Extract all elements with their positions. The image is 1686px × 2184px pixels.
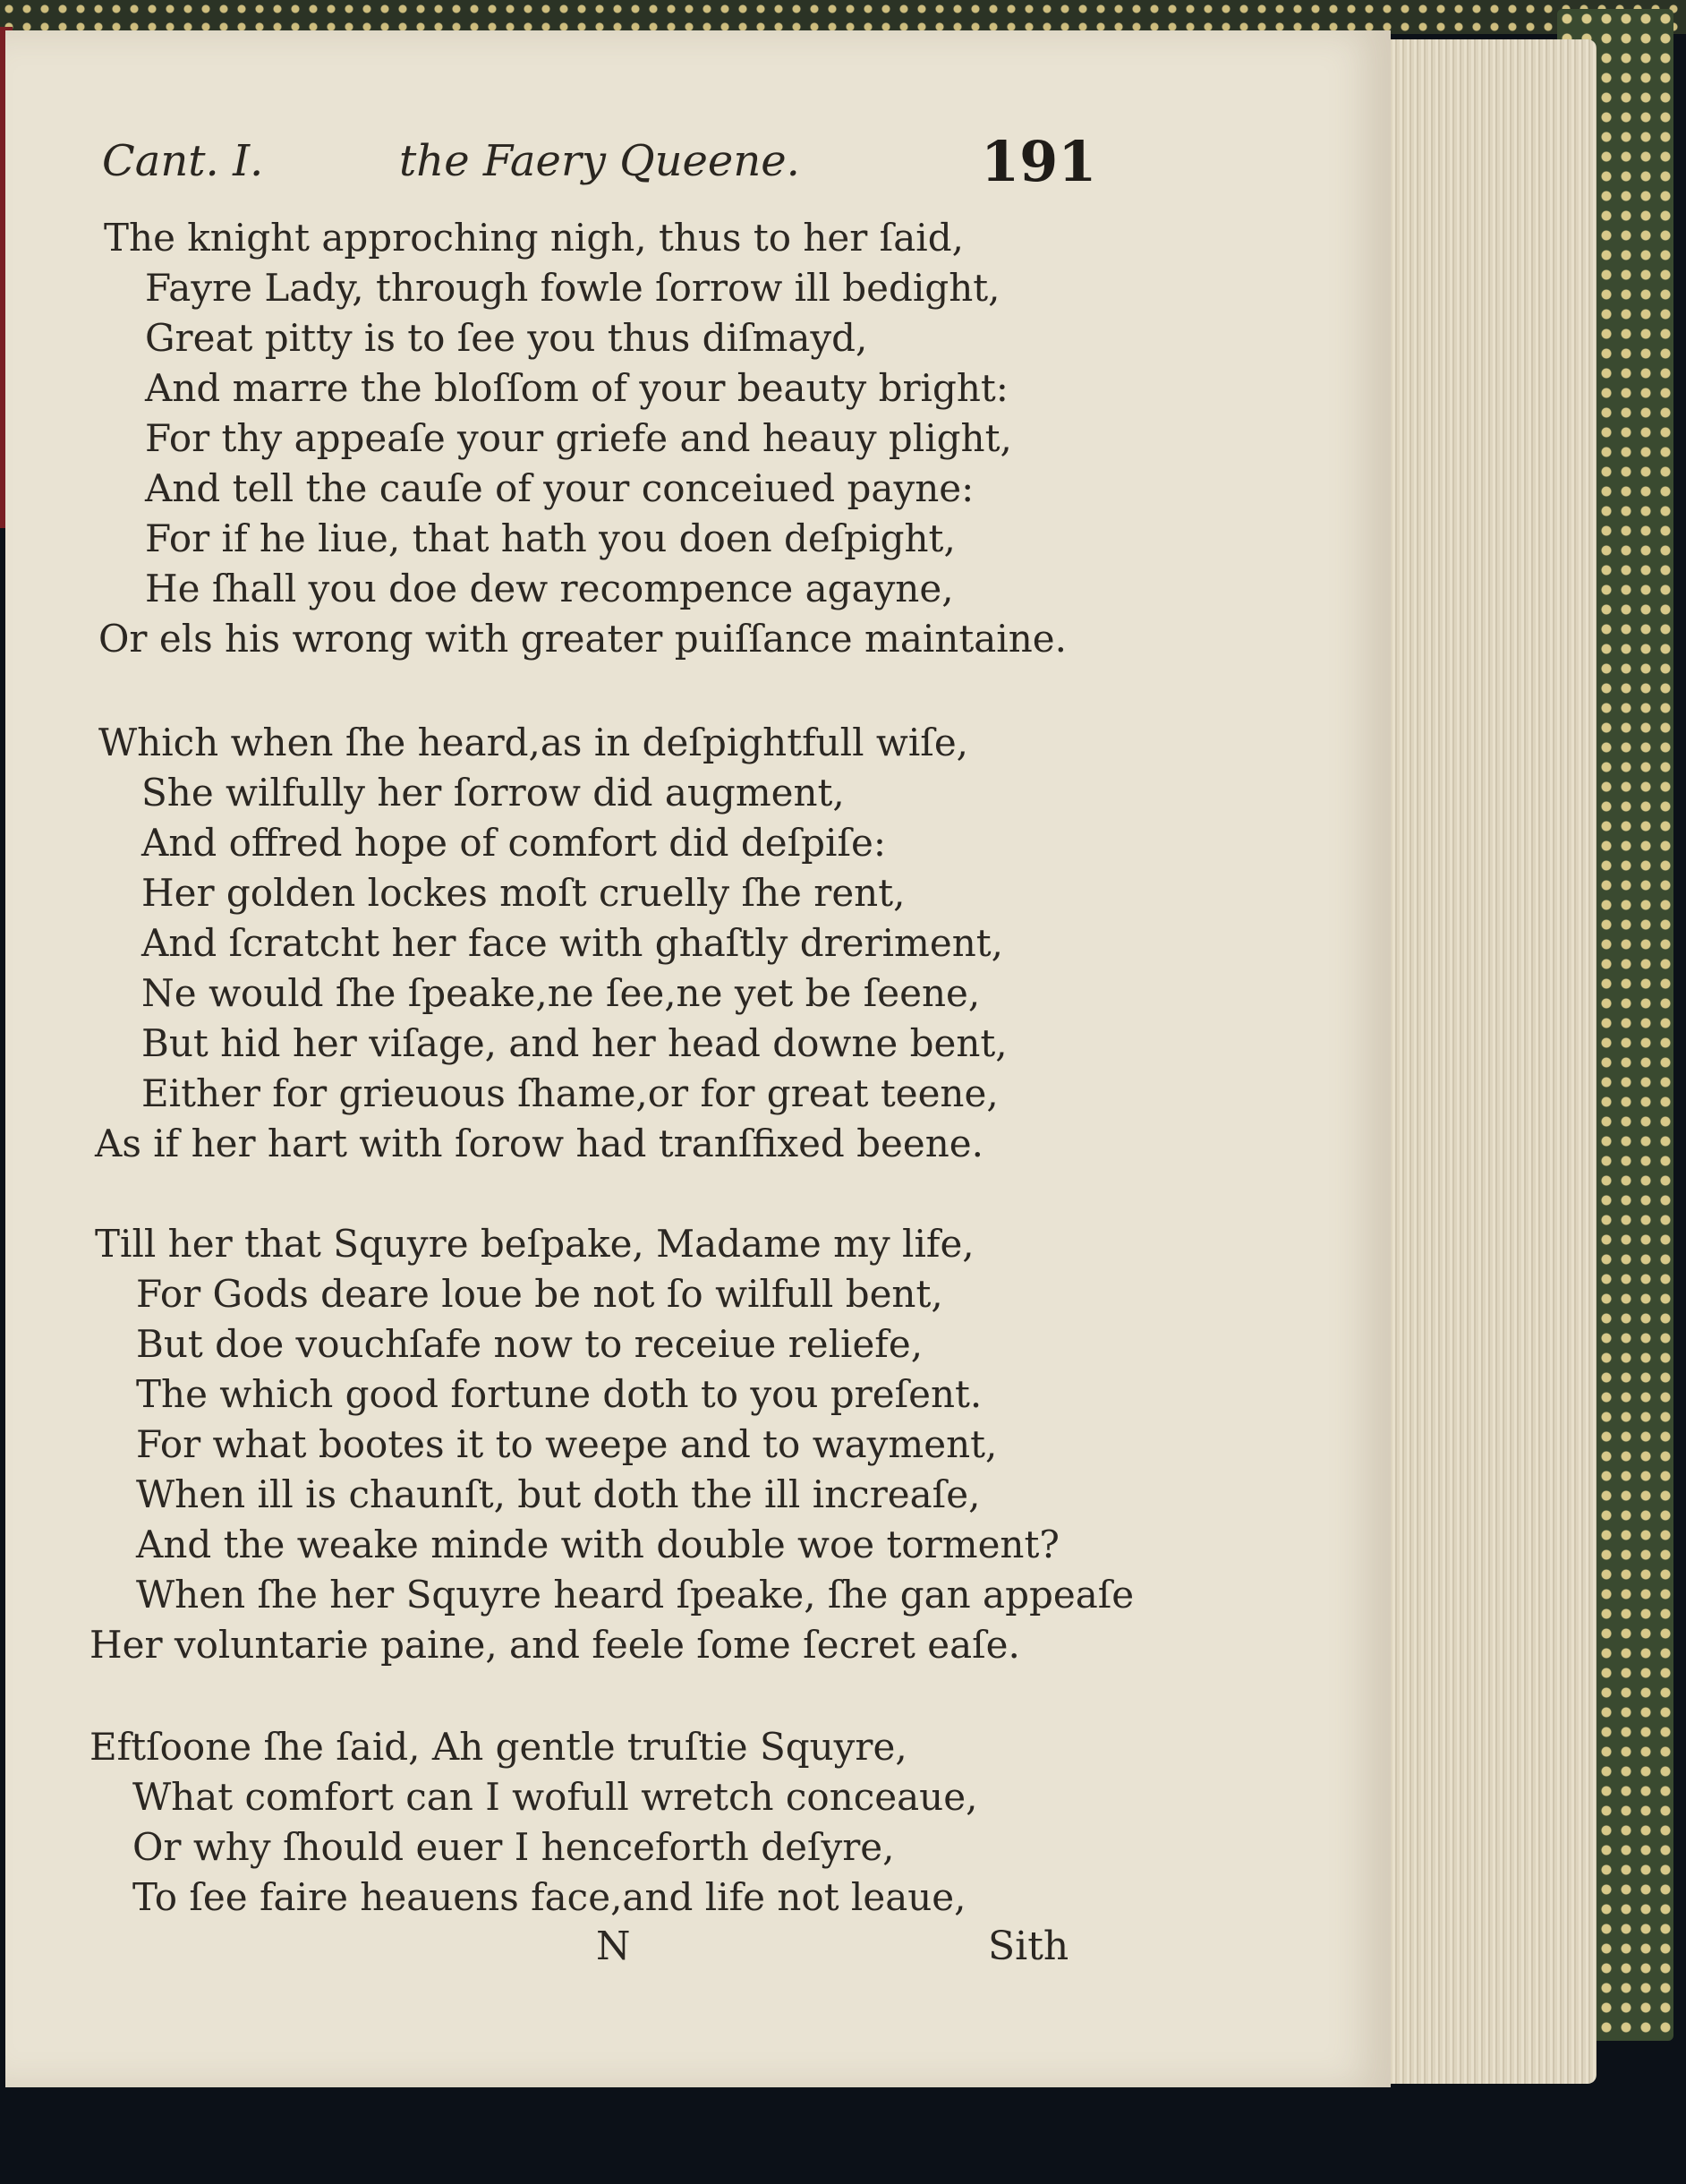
verse-line: When ill is chaunſt, but doth the ill increaſe, <box>136 1472 981 1516</box>
verse-line: And offred hope of comfort did deſpiſe: <box>141 821 887 865</box>
verse-line: Or why ſhould euer I henceforth deſyre, <box>132 1825 895 1869</box>
verse-line: Or els his wrong with greater puiſſance maintaine. <box>98 617 1067 661</box>
verse-line: For thy appeaſe your griefe and heauy plight, <box>145 416 1012 460</box>
book-top-edge <box>0 0 1686 34</box>
verse-line: But doe vouchſafe now to receiue reliefe, <box>136 1322 924 1366</box>
verse-line: Her voluntarie paine, and feele ſome ſecret eaſe. <box>89 1623 1020 1667</box>
verse-line: Fayre Lady, through fowle ſorrow ill bedight, <box>145 266 1001 310</box>
verse-line: Which when ſhe heard,as in deſpightfull wiſe, <box>98 721 969 764</box>
verse-line: To ſee faire heauens face,and life not leaue, <box>132 1875 966 1919</box>
verse-line: Ne would ſhe ſpeake,ne ſee,ne yet be ſeene, <box>141 971 981 1015</box>
running-title: the Faery Queene. <box>399 136 800 186</box>
verse-line: The which good fortune doth to you preſent. <box>136 1372 983 1416</box>
verse-line: Either for grieuous ſhame,or for great teene, <box>141 1071 999 1115</box>
verse-line: Great pitty is to ſee you thus diſmayd, <box>145 316 868 360</box>
verse-line: For Gods deare loue be not ſo wilfull bent, <box>136 1272 943 1316</box>
verse-line: What comfort can I wofull wretch conceaue, <box>132 1775 978 1819</box>
verse-line: She wilfully her ſorrow did augment, <box>141 771 845 815</box>
signature-mark: N <box>596 1924 631 1969</box>
verse-line: And ſcratcht her face with ghaſtly dreriment, <box>141 921 1003 965</box>
catchword: Sith <box>988 1924 1069 1969</box>
verse-line: And the weake minde with double woe torment? <box>136 1523 1060 1566</box>
canto-label: Cant. I. <box>102 136 264 186</box>
running-head <box>5 129 1391 217</box>
verse-line: When ſhe her Squyre heard ſpeake, ſhe gan appeaſe <box>136 1573 1135 1617</box>
verse-line: The knight approching nigh, thus to her ſaid, <box>104 216 964 260</box>
book-page <box>5 30 1391 2087</box>
verse-line: As if her hart with ſorow had tranſfixed beene. <box>95 1122 984 1165</box>
verse-line: Till her that Squyre beſpake, Madame my life, <box>95 1222 975 1266</box>
verse-line: He ſhall you doe dew recompence agayne, <box>145 567 954 610</box>
verse-line: But hid her viſage, and her head downe bent, <box>141 1021 1008 1065</box>
verse-line: Her golden lockes moſt cruelly ſhe rent, <box>141 871 906 915</box>
verse-line: For if he liue, that hath you doen deſpight, <box>145 516 956 560</box>
verse-line: And marre the bloſſom of your beauty bright: <box>145 366 1009 410</box>
verse-line: For what bootes it to weepe and to wayment, <box>136 1422 998 1466</box>
page-number: 191 <box>981 129 1097 194</box>
verse-line: And tell the cauſe of your conceiued payne: <box>145 466 975 510</box>
verse-line: Eftſoone ſhe ſaid, Ah gentle truſtie Squyre, <box>89 1725 907 1769</box>
page-fore-edge <box>1385 39 1597 2084</box>
